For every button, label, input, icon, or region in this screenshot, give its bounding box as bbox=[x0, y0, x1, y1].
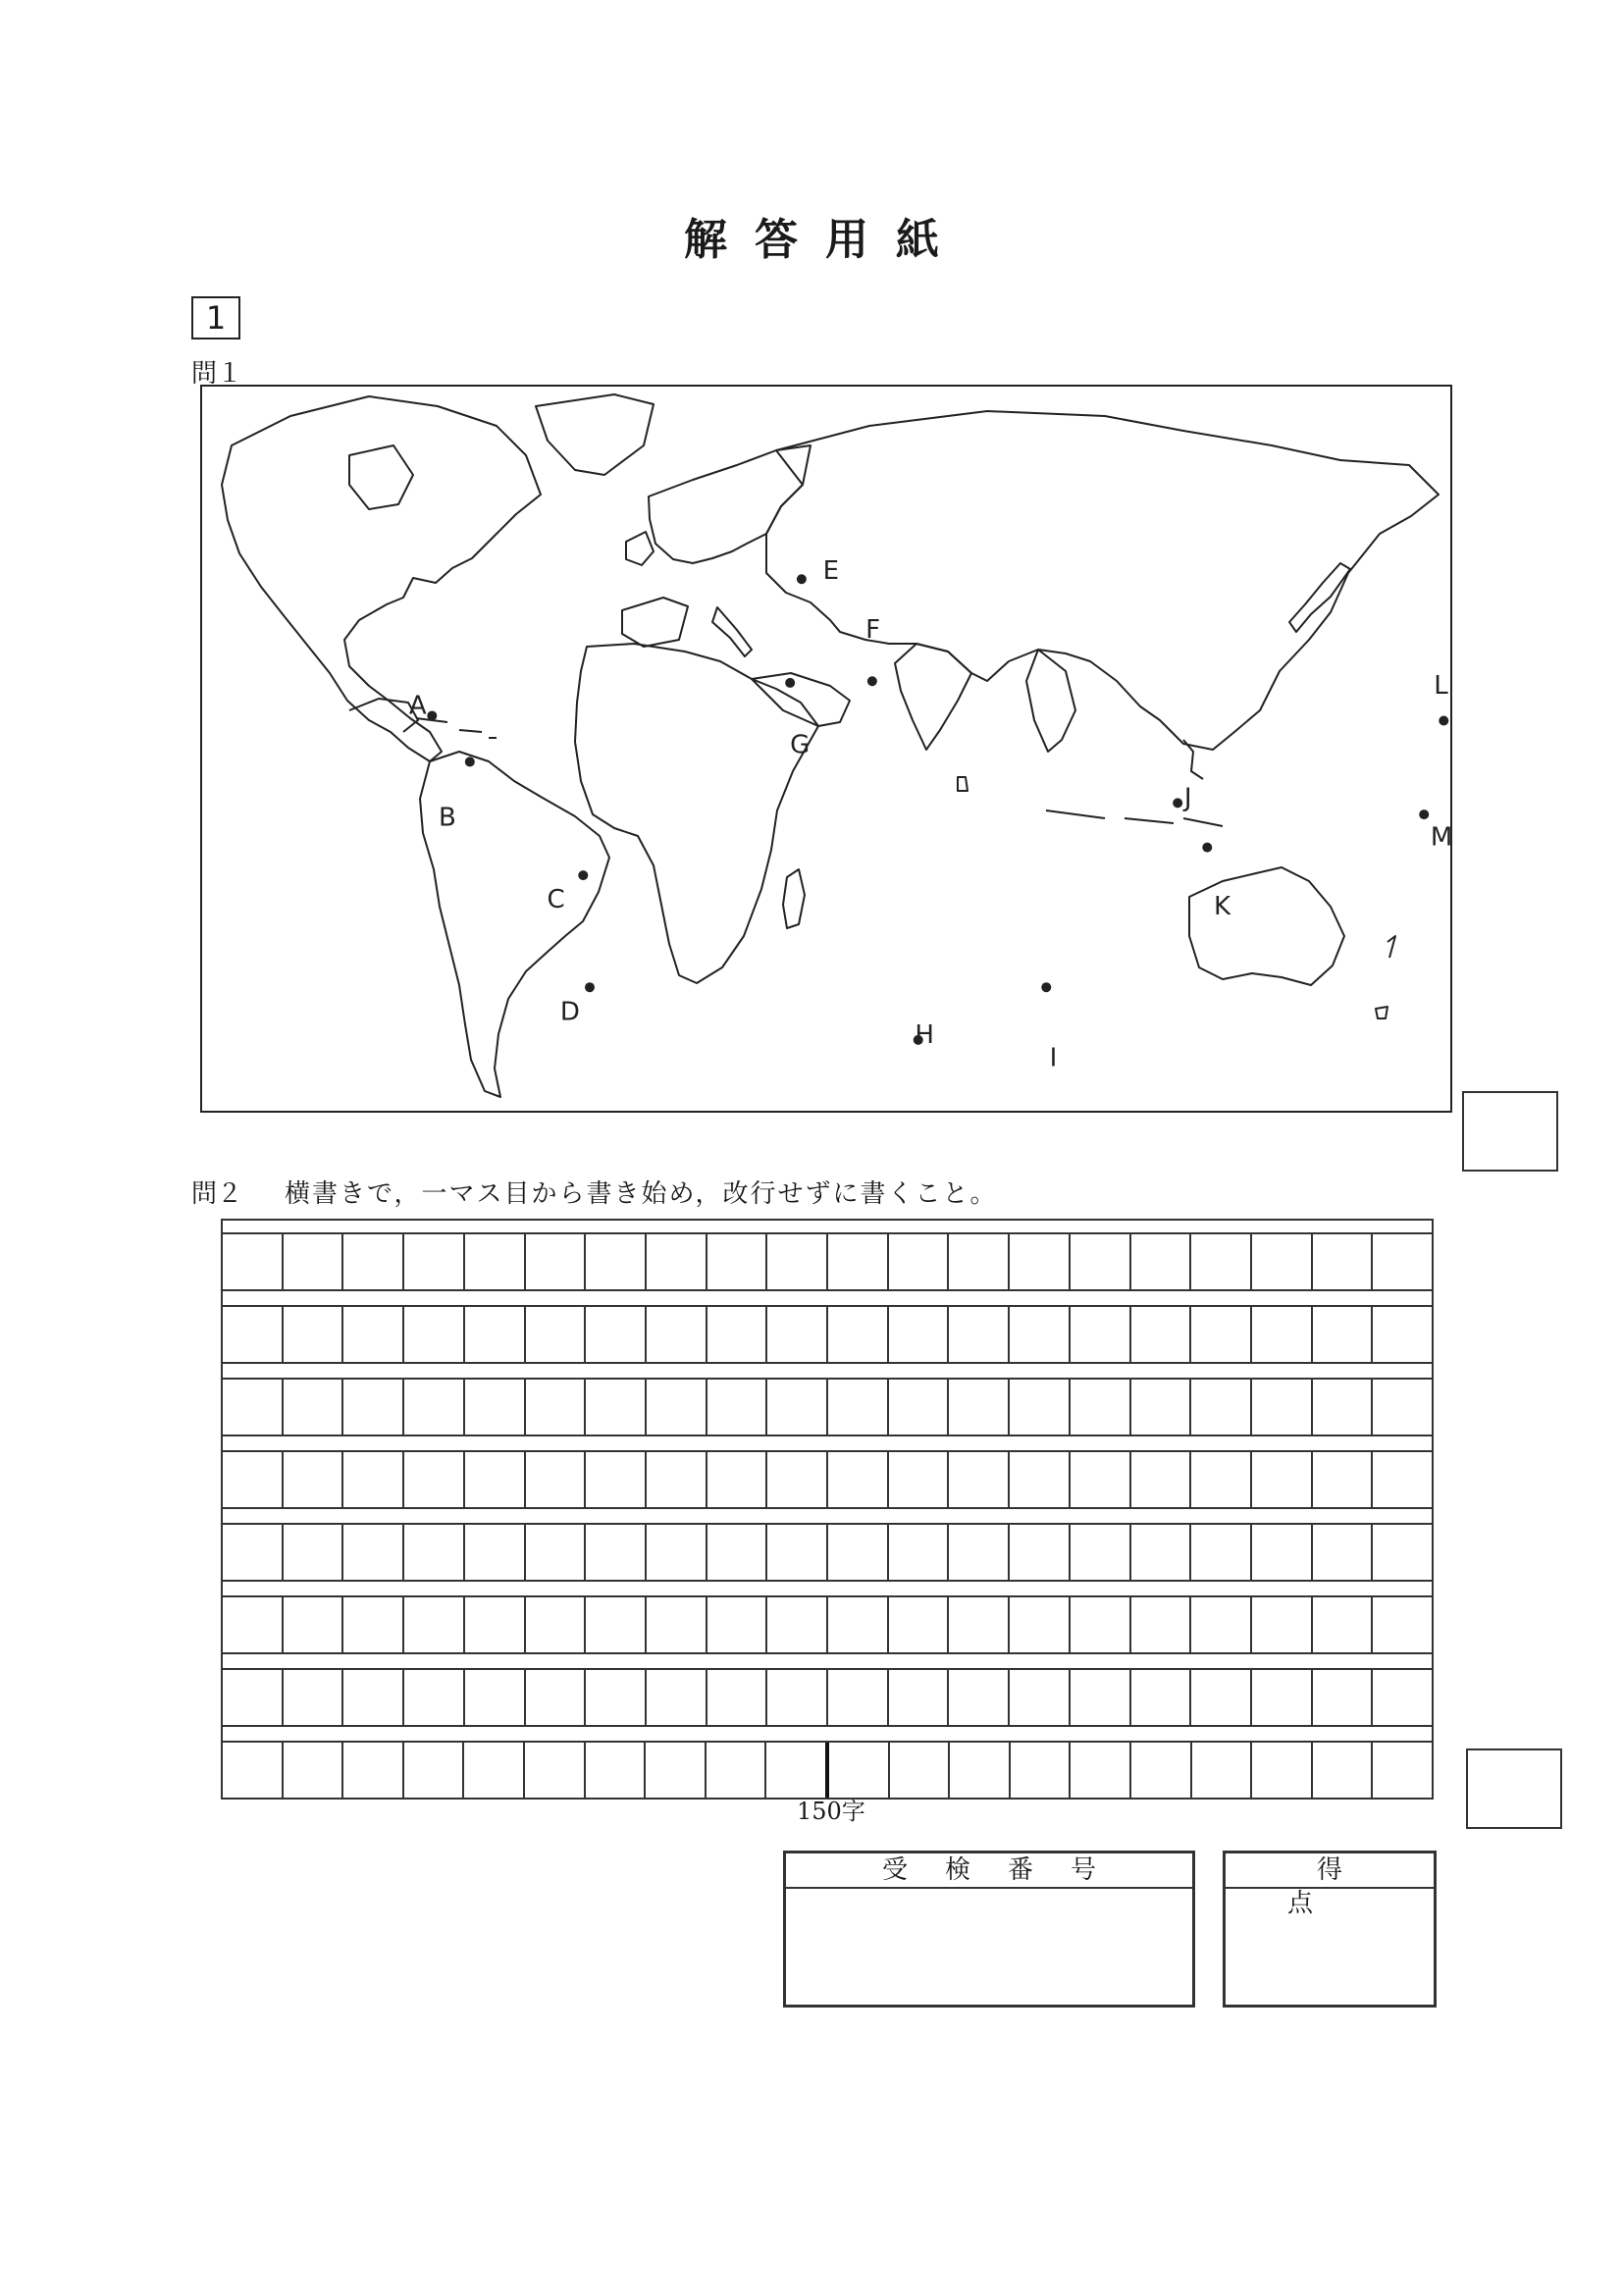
answer-cell[interactable] bbox=[284, 1307, 344, 1362]
answer-cell[interactable] bbox=[526, 1307, 587, 1362]
answer-cell[interactable] bbox=[343, 1380, 404, 1435]
tasmania-outline bbox=[1376, 1007, 1387, 1018]
answer-cell[interactable] bbox=[223, 1307, 284, 1362]
indonesia-outline bbox=[1046, 810, 1223, 826]
answer-cell[interactable] bbox=[889, 1525, 950, 1580]
answer-grid-row bbox=[223, 1668, 1432, 1727]
answer-cell[interactable] bbox=[647, 1670, 707, 1725]
answer-grid-row bbox=[223, 1378, 1432, 1436]
answer-cell[interactable] bbox=[707, 1380, 768, 1435]
answer-cell[interactable] bbox=[828, 1380, 889, 1435]
answer-cell[interactable] bbox=[707, 1307, 768, 1362]
map-point-dot-f bbox=[867, 676, 877, 686]
map-point-label-c: C bbox=[547, 885, 565, 915]
exam-number-box[interactable] bbox=[783, 1851, 1195, 2008]
answer-cell[interactable] bbox=[223, 1234, 284, 1289]
map-point-label-k: K bbox=[1213, 891, 1231, 921]
map-point-dot-b bbox=[465, 757, 475, 766]
answer-cell[interactable] bbox=[646, 1743, 707, 1798]
answer-cell[interactable] bbox=[1373, 1525, 1432, 1580]
answer-cell[interactable] bbox=[1313, 1452, 1374, 1507]
answer-cell[interactable] bbox=[404, 1380, 465, 1435]
answer-cell[interactable] bbox=[1191, 1380, 1252, 1435]
answer-cell[interactable] bbox=[707, 1743, 767, 1798]
greenland-outline bbox=[536, 394, 654, 475]
answer-cell[interactable] bbox=[828, 1452, 889, 1507]
answer-cell[interactable] bbox=[1010, 1234, 1071, 1289]
answer-cell[interactable] bbox=[465, 1670, 526, 1725]
map-point-label-e: E bbox=[822, 555, 840, 586]
caribbean-islands bbox=[416, 718, 497, 738]
map-point-dot-g bbox=[785, 678, 795, 688]
answer-cell[interactable] bbox=[949, 1380, 1010, 1435]
answer-cell[interactable] bbox=[1010, 1670, 1071, 1725]
answer-cell[interactable] bbox=[949, 1234, 1010, 1289]
answer-cell[interactable] bbox=[1071, 1234, 1131, 1289]
answer-cell[interactable] bbox=[465, 1307, 526, 1362]
answer-cell[interactable] bbox=[949, 1307, 1010, 1362]
answer-cell[interactable] bbox=[1131, 1525, 1192, 1580]
map-point-dot-i bbox=[1041, 982, 1051, 992]
answer-cell[interactable] bbox=[767, 1597, 828, 1652]
map-point-label-g: G bbox=[790, 730, 811, 760]
answer-cell[interactable] bbox=[343, 1525, 404, 1580]
answer-cell[interactable] bbox=[1191, 1234, 1252, 1289]
map-point-dot-a bbox=[427, 710, 437, 720]
asia-outline bbox=[766, 411, 1439, 750]
map-point-label-f: F bbox=[865, 615, 881, 646]
answer-cell[interactable] bbox=[586, 1743, 647, 1798]
answer-cell[interactable] bbox=[828, 1525, 889, 1580]
answer-cell[interactable] bbox=[647, 1525, 707, 1580]
answer-cell[interactable] bbox=[404, 1743, 465, 1798]
answer-cell[interactable] bbox=[1373, 1234, 1432, 1289]
answer-cell[interactable] bbox=[828, 1670, 889, 1725]
answer-cell[interactable] bbox=[1252, 1307, 1313, 1362]
answer-cell[interactable] bbox=[284, 1743, 344, 1798]
iberia-outline bbox=[622, 598, 688, 647]
answer-cell[interactable] bbox=[1010, 1307, 1071, 1362]
map-point-dot-c bbox=[578, 870, 588, 880]
answer-cell[interactable] bbox=[1313, 1597, 1374, 1652]
answer-cell[interactable] bbox=[950, 1743, 1011, 1798]
answer-cell[interactable] bbox=[404, 1234, 465, 1289]
answer-cell[interactable] bbox=[526, 1234, 587, 1289]
answer-cell[interactable] bbox=[465, 1380, 526, 1435]
answer-cell[interactable] bbox=[949, 1452, 1010, 1507]
answer-cell[interactable] bbox=[1071, 1597, 1131, 1652]
answer-cell[interactable] bbox=[223, 1743, 284, 1798]
answer-cell[interactable] bbox=[1252, 1670, 1313, 1725]
answer-grid[interactable] bbox=[221, 1232, 1434, 1800]
answer-cell[interactable] bbox=[1252, 1743, 1313, 1798]
answer-cell[interactable] bbox=[1131, 1670, 1192, 1725]
answer-cell[interactable] bbox=[1252, 1380, 1313, 1435]
answer-cell[interactable] bbox=[586, 1525, 647, 1580]
answer-cell[interactable] bbox=[1071, 1380, 1131, 1435]
map-point-label-h: H bbox=[915, 1019, 934, 1050]
madagascar-outline bbox=[783, 869, 805, 928]
answer-grid-row bbox=[223, 1305, 1432, 1364]
map-point-label-l: L bbox=[1434, 671, 1448, 702]
map-point-dot-j bbox=[1173, 798, 1182, 808]
world-map-outline bbox=[202, 387, 1453, 1111]
answer-cell[interactable] bbox=[1131, 1597, 1192, 1652]
answer-cell[interactable] bbox=[647, 1234, 707, 1289]
answer-cell[interactable] bbox=[647, 1597, 707, 1652]
answer-cell[interactable] bbox=[223, 1670, 284, 1725]
answer-cell[interactable] bbox=[767, 1234, 828, 1289]
answer-cell[interactable] bbox=[766, 1743, 829, 1798]
answer-cell[interactable] bbox=[284, 1597, 344, 1652]
answer-cell[interactable] bbox=[465, 1525, 526, 1580]
answer-grid-row bbox=[223, 1741, 1432, 1798]
answer-cell[interactable] bbox=[1313, 1380, 1374, 1435]
answer-cell[interactable] bbox=[1010, 1525, 1071, 1580]
answer-cell[interactable] bbox=[223, 1597, 284, 1652]
answer-cell[interactable] bbox=[404, 1452, 465, 1507]
answer-cell[interactable] bbox=[949, 1597, 1010, 1652]
answer-cell[interactable] bbox=[767, 1452, 828, 1507]
answer-cell[interactable] bbox=[1313, 1234, 1374, 1289]
answer-cell[interactable] bbox=[586, 1597, 647, 1652]
answer-cell[interactable] bbox=[1252, 1452, 1313, 1507]
answer-grid-row bbox=[223, 1234, 1432, 1291]
answer-cell[interactable] bbox=[284, 1234, 344, 1289]
answer-cell[interactable] bbox=[889, 1380, 950, 1435]
answer-cell[interactable] bbox=[828, 1307, 889, 1362]
answer-cell[interactable] bbox=[829, 1743, 890, 1798]
answer-cell[interactable] bbox=[1313, 1743, 1374, 1798]
map-point-group bbox=[409, 556, 1452, 1072]
answer-cell[interactable] bbox=[767, 1307, 828, 1362]
answer-cell[interactable] bbox=[1191, 1307, 1252, 1362]
answer-cell[interactable] bbox=[343, 1597, 404, 1652]
answer-cell[interactable] bbox=[526, 1525, 587, 1580]
answer-cell[interactable] bbox=[1192, 1743, 1253, 1798]
answer-cell[interactable] bbox=[223, 1525, 284, 1580]
answer-cell[interactable] bbox=[828, 1234, 889, 1289]
q1-score-box[interactable] bbox=[1462, 1091, 1558, 1172]
answer-cell[interactable] bbox=[707, 1234, 768, 1289]
answer-cell[interactable] bbox=[889, 1452, 950, 1507]
hudson-bay-outline bbox=[349, 445, 413, 509]
north-america-outline bbox=[222, 396, 541, 761]
answer-cell[interactable] bbox=[586, 1452, 647, 1507]
answer-cell[interactable] bbox=[767, 1670, 828, 1725]
answer-cell[interactable] bbox=[647, 1380, 707, 1435]
answer-cell[interactable] bbox=[707, 1597, 768, 1652]
answer-cell[interactable] bbox=[586, 1670, 647, 1725]
map-point-label-i: I bbox=[1049, 1043, 1058, 1073]
total-score-box[interactable] bbox=[1223, 1851, 1437, 2008]
answer-cell[interactable] bbox=[526, 1380, 587, 1435]
india-outline bbox=[895, 644, 971, 750]
answer-cell[interactable] bbox=[526, 1670, 587, 1725]
answer-cell[interactable] bbox=[1131, 1743, 1192, 1798]
answer-cell[interactable] bbox=[1252, 1525, 1313, 1580]
answer-grid-row bbox=[223, 1523, 1432, 1582]
answer-cell[interactable] bbox=[284, 1670, 344, 1725]
map-point-label-j: J bbox=[1183, 783, 1192, 813]
answer-cell[interactable] bbox=[404, 1307, 465, 1362]
map-point-label-d: D bbox=[559, 997, 580, 1027]
answer-cell[interactable] bbox=[1131, 1234, 1192, 1289]
answer-cell[interactable] bbox=[1071, 1525, 1131, 1580]
answer-grid-row bbox=[223, 1450, 1432, 1509]
answer-cell[interactable] bbox=[343, 1452, 404, 1507]
answer-cell[interactable] bbox=[1191, 1452, 1252, 1507]
answer-cell[interactable] bbox=[1373, 1670, 1432, 1725]
answer-cell[interactable] bbox=[1191, 1525, 1252, 1580]
answer-cell[interactable] bbox=[343, 1234, 404, 1289]
answer-cell[interactable] bbox=[465, 1452, 526, 1507]
answer-cell[interactable] bbox=[223, 1380, 284, 1435]
answer-cell[interactable] bbox=[1313, 1525, 1374, 1580]
answer-cell[interactable] bbox=[1010, 1452, 1071, 1507]
answer-cell[interactable] bbox=[1010, 1597, 1071, 1652]
answer-cell[interactable] bbox=[1071, 1670, 1131, 1725]
answer-cell[interactable] bbox=[1373, 1307, 1432, 1362]
q2-score-box[interactable] bbox=[1466, 1748, 1562, 1829]
answer-cell[interactable] bbox=[525, 1743, 586, 1798]
answer-cell[interactable] bbox=[889, 1307, 950, 1362]
answer-cell[interactable] bbox=[1373, 1380, 1432, 1435]
answer-cell[interactable] bbox=[1131, 1307, 1192, 1362]
map-point-dot-l bbox=[1439, 715, 1448, 725]
answer-cell[interactable] bbox=[1071, 1743, 1131, 1798]
answer-cell[interactable] bbox=[343, 1307, 404, 1362]
answer-cell[interactable] bbox=[284, 1380, 344, 1435]
answer-cell[interactable] bbox=[707, 1525, 768, 1580]
british-isles-outline bbox=[626, 532, 654, 565]
map-point-dot-k bbox=[1202, 843, 1212, 853]
answer-cell[interactable] bbox=[464, 1743, 525, 1798]
map-point-label-m: M bbox=[1430, 822, 1453, 853]
question1-label: 問１ bbox=[191, 359, 243, 389]
indochina-outline bbox=[1026, 650, 1075, 752]
total-score-header: 得点 bbox=[1226, 1853, 1434, 1889]
map-point-dot-d bbox=[585, 982, 595, 992]
answer-cell[interactable] bbox=[647, 1452, 707, 1507]
answer-cell[interactable] bbox=[1313, 1307, 1374, 1362]
answer-cell[interactable] bbox=[949, 1670, 1010, 1725]
answer-cell[interactable] bbox=[647, 1307, 707, 1362]
answer-grid-top-margin bbox=[221, 1219, 1434, 1232]
answer-cell[interactable] bbox=[1373, 1743, 1432, 1798]
answer-cell[interactable] bbox=[1011, 1743, 1072, 1798]
answer-cell[interactable] bbox=[1071, 1307, 1131, 1362]
answer-cell[interactable] bbox=[586, 1234, 647, 1289]
answer-cell[interactable] bbox=[889, 1670, 950, 1725]
answer-cell[interactable] bbox=[465, 1597, 526, 1652]
map-point-label-a: A bbox=[408, 691, 427, 721]
japan-outline bbox=[1289, 563, 1350, 632]
answer-cell[interactable] bbox=[707, 1452, 768, 1507]
answer-cell[interactable] bbox=[586, 1380, 647, 1435]
question2-label: 問２ bbox=[191, 1179, 243, 1209]
answer-cell[interactable] bbox=[1191, 1670, 1252, 1725]
sri-lanka-outline bbox=[958, 777, 968, 791]
answer-cell[interactable] bbox=[889, 1597, 950, 1652]
answer-cell[interactable] bbox=[465, 1234, 526, 1289]
new-zealand-outline bbox=[1387, 936, 1395, 958]
australia-outline bbox=[1189, 867, 1344, 985]
answer-cell[interactable] bbox=[343, 1743, 404, 1798]
answer-cell[interactable] bbox=[284, 1452, 344, 1507]
answer-cell[interactable] bbox=[889, 1234, 950, 1289]
answer-cell[interactable] bbox=[1252, 1597, 1313, 1652]
answer-cell[interactable] bbox=[1373, 1597, 1432, 1652]
answer-cell[interactable] bbox=[586, 1307, 647, 1362]
answer-cell[interactable] bbox=[526, 1452, 587, 1507]
question2-instruction: 横書きで，一マス目から書き始め，改行せずに書くこと。 bbox=[285, 1179, 998, 1209]
answer-cell[interactable] bbox=[949, 1525, 1010, 1580]
answer-cell[interactable] bbox=[526, 1597, 587, 1652]
page-title: 解答用紙 bbox=[684, 215, 967, 265]
answer-grid-row bbox=[223, 1595, 1432, 1654]
answer-cell[interactable] bbox=[828, 1597, 889, 1652]
answer-cell[interactable] bbox=[707, 1670, 768, 1725]
answer-cell[interactable] bbox=[890, 1743, 951, 1798]
answer-cell[interactable] bbox=[1010, 1380, 1071, 1435]
section-number: 1 bbox=[191, 296, 240, 339]
answer-cell[interactable] bbox=[1191, 1597, 1252, 1652]
answer-cell[interactable] bbox=[1071, 1452, 1131, 1507]
answer-cell[interactable] bbox=[1131, 1380, 1192, 1435]
map-point-label-b: B bbox=[439, 803, 456, 833]
exam-number-header: 受検番号 bbox=[786, 1853, 1192, 1889]
answer-cell[interactable] bbox=[284, 1525, 344, 1580]
answer-cell[interactable] bbox=[223, 1452, 284, 1507]
map-point-dot-e bbox=[797, 574, 807, 584]
answer-cell[interactable] bbox=[767, 1380, 828, 1435]
answer-cell[interactable] bbox=[1373, 1452, 1432, 1507]
answer-cell[interactable] bbox=[1131, 1452, 1192, 1507]
answer-cell[interactable] bbox=[767, 1525, 828, 1580]
italy-outline bbox=[712, 607, 752, 656]
answer-cell[interactable] bbox=[343, 1670, 404, 1725]
answer-cell[interactable] bbox=[404, 1597, 465, 1652]
answer-cell[interactable] bbox=[1252, 1234, 1313, 1289]
world-map bbox=[200, 385, 1452, 1113]
map-point-dot-m bbox=[1419, 809, 1429, 819]
char-count-label: 150字 bbox=[797, 1798, 865, 1825]
answer-cell[interactable] bbox=[404, 1525, 465, 1580]
answer-cell[interactable] bbox=[1313, 1670, 1374, 1725]
answer-cell[interactable] bbox=[404, 1670, 465, 1725]
africa-outline bbox=[575, 644, 818, 983]
